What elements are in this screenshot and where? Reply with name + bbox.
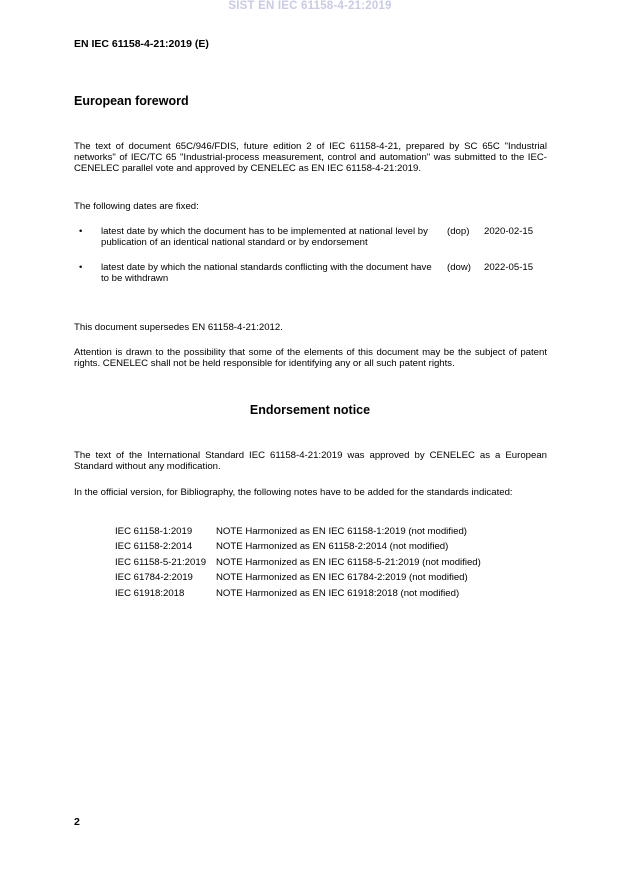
date-item-abbr: (dow) <box>447 262 471 273</box>
bullet-marker: • <box>79 226 83 237</box>
european-foreword-heading: European foreword <box>74 94 189 108</box>
patent-rights-paragraph: Attention is drawn to the possibility that some of the elements of this document may be the subject of patent rights. CENELEC shall not be held responsible for identifying any or all such patent rights. <box>74 347 547 370</box>
harmonization-note: NOTE Harmonized as EN IEC 61784-2:2019 (not modified) <box>216 572 468 584</box>
harmonization-note: NOTE Harmonized as EN IEC 61918:2018 (not modified) <box>216 587 460 599</box>
foreword-paragraph-1: The text of document 65C/946/FDIS, future edition 2 of IEC 61158-4-21, prepared by SC 65C "Industrial networks" of IEC/TC 65 "Industrial-process measurement, control and automation" was submitted to the IEC-CENELEC parallel vote and approved by CENELEC as EN IEC 61158-4-21:2019. <box>74 141 547 175</box>
foreword-paragraph-2: The following dates are fixed: <box>74 201 199 212</box>
standard-id: IEC 61158-1:2019 <box>115 526 193 537</box>
watermark: SIST EN IEC 61158-4-21:2019 <box>228 0 392 12</box>
page-number: 2 <box>74 816 80 828</box>
standard-id: IEC 61158-2:2014 <box>115 541 193 553</box>
harmonization-note: NOTE Harmonized as EN IEC 61158-5-21:2019 (not modified) <box>216 556 481 568</box>
date-item-date: 2020-02-15 <box>484 226 534 237</box>
harmonization-note: NOTE Harmonized as EN 61158-2:2014 (not modified) <box>216 541 449 553</box>
bullet-marker: • <box>79 262 83 273</box>
endorsement-paragraph-1: The text of the International Standard IEC 61158-4-21:2019 was approved by CENELEC as a European Standard without any modification. <box>74 450 547 473</box>
date-item-abbr: (dop) <box>447 226 470 237</box>
endorsement-paragraph-2: In the official version, for Bibliography, the following notes have to be added for the standards indicated: <box>74 487 513 498</box>
standard-id: IEC 61784-2:2019 <box>115 572 193 584</box>
supersedes-paragraph: This document supersedes EN 61158-4-21:2012. <box>74 322 283 333</box>
date-item-date: 2022-05-15 <box>484 262 534 273</box>
date-item-text: latest date by which the document has to be implemented at national level by publication of an identical national standard or by endorsement <box>101 226 428 249</box>
standard-id: IEC 61158-5-21:2019 <box>115 556 207 568</box>
endorsement-notice-heading: Endorsement notice <box>249 403 371 417</box>
date-item-text: latest date by which the national standards conflicting with the document have to be withdrawn <box>101 262 432 285</box>
standard-id: IEC 61918:2018 <box>115 587 185 599</box>
document-id-header: EN IEC 61158-4-21:2019 (E) <box>74 38 209 50</box>
harmonization-note: NOTE Harmonized as EN IEC 61158-1:2019 (not modified) <box>216 526 467 537</box>
